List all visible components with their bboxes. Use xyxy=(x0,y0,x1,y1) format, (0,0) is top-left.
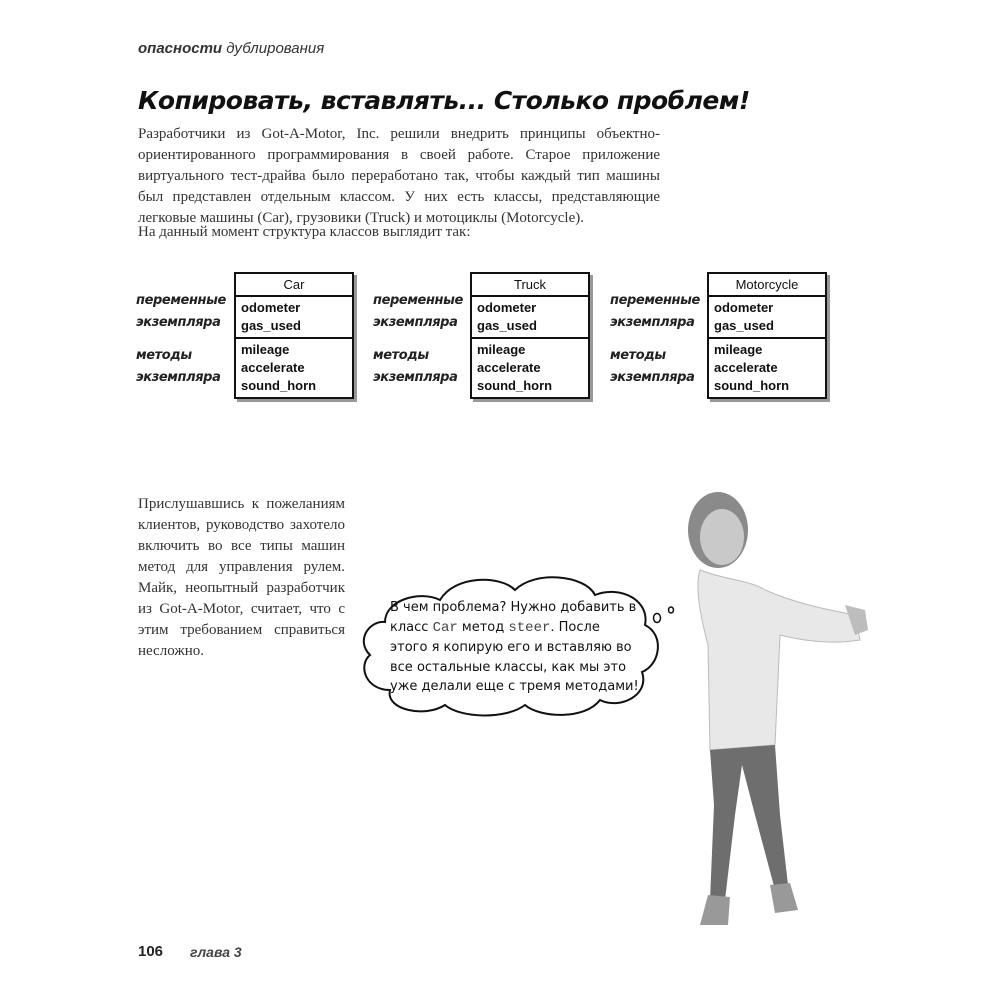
thought-dot xyxy=(654,614,661,623)
method: accelerate xyxy=(477,360,541,375)
intro-paragraph-2: На данный момент структура классов выглядит так: xyxy=(138,224,471,240)
method: sound_horn xyxy=(241,378,317,393)
page-title: Копировать, вставлять... Столько проблем! xyxy=(138,86,750,115)
label-instance-methods: методы экземпляра xyxy=(136,348,221,385)
class-name: Motorcycle xyxy=(709,274,825,297)
label-instance-variables: переменные экземпляра xyxy=(136,293,226,330)
class-name: Truck xyxy=(472,274,588,297)
field: gas_used xyxy=(241,318,301,333)
field: odometer xyxy=(714,300,774,315)
intro-paragraph: Разработчики из Got-A-Motor, Inc. решили внедрить принципы объектно-ориентированного программирования в своей работе. Старое приложение виртуального тест-драйва было переработано так, чтобы каждый тип машины был представлен отдельным классом. У них есть классы, представляющие легковые машины (Car), грузовики (Truck) и мотоциклы (Motorcycle). xyxy=(138,126,660,226)
label-instance-variables: переменные экземпляра xyxy=(373,293,463,330)
class-box-motorcycle xyxy=(707,272,827,399)
header-bold: опасности xyxy=(138,40,223,57)
field: gas_used xyxy=(477,318,537,333)
methods-section xyxy=(709,337,825,397)
story-paragraph: Прислушавшись к пожеланиям клиентов, руководство захотело включить во все типы машин метод для управления рулем. Майк, неопытный разработчик из Got-A-Motor, считает, что с этим требованием справиться несложно. xyxy=(138,496,345,659)
field: odometer xyxy=(241,300,301,315)
running-header xyxy=(138,40,324,57)
class-box-car xyxy=(234,272,354,399)
header-light: дублирования xyxy=(226,40,325,57)
method: accelerate xyxy=(241,360,305,375)
field: odometer xyxy=(477,300,537,315)
person-photo xyxy=(670,485,870,935)
bubble-text-part: метод xyxy=(457,619,509,635)
method: mileage xyxy=(714,342,763,357)
chapter-label: глава 3 xyxy=(190,944,242,960)
label-instance-methods: методы экземпляра xyxy=(610,348,695,385)
label-instance-methods: методы экземпляра xyxy=(373,348,458,385)
methods-section xyxy=(472,337,588,397)
field: gas_used xyxy=(714,318,774,333)
method: accelerate xyxy=(714,360,778,375)
fields-section xyxy=(709,297,825,337)
method: mileage xyxy=(241,342,290,357)
method: sound_horn xyxy=(477,378,553,393)
fields-section xyxy=(472,297,588,337)
method: sound_horn xyxy=(714,378,790,393)
method: mileage xyxy=(477,342,526,357)
bubble-text xyxy=(390,598,640,697)
class-box-truck xyxy=(470,272,590,399)
bubble-text-part: В чем проблема? Нужно добавить в класс xyxy=(390,600,637,635)
methods-section xyxy=(236,337,352,397)
fields-section xyxy=(236,297,352,337)
code-car: Car xyxy=(432,619,458,636)
code-steer: steer xyxy=(508,619,551,636)
bubble-text-part: . После этого я копирую его и вставляю во все остальные классы, как мы это уже делали еще с тремя методами! xyxy=(390,619,639,694)
label-instance-variables: переменные экземпляра xyxy=(610,293,700,330)
page-number: 106 xyxy=(138,943,164,960)
class-name: Car xyxy=(236,274,352,297)
